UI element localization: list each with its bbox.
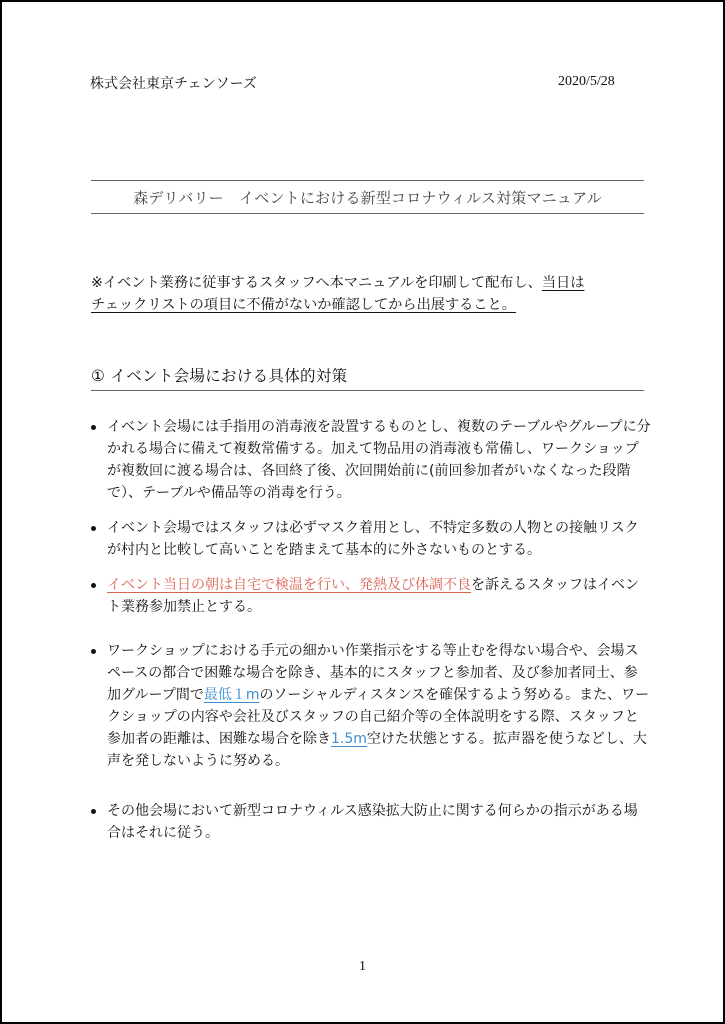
notice-text: ※イベント業務に従事するスタッフへ本マニュアルを印刷して配布し、 [91, 275, 542, 291]
temperature-check-highlight: イベント当日の朝は自宅で検温を行い、発熱及び体調不良 [107, 577, 471, 593]
list-item [91, 800, 651, 844]
title-top-rule [91, 180, 644, 181]
list-item-text: 空けた状態とする。拡声器を使うなどし、大声を発しないように努める。 [107, 731, 647, 769]
list-item [91, 574, 651, 618]
section-heading: ① イベント会場における具体的対策 [91, 367, 348, 385]
list-item-text: イベント会場には手指用の消毒液を設置するものとし、複数のテーブルやグループに分かれる場合に備えて複数常備する。加えて物品用の消毒液も常備し、ワークショップが複数回に渡る場合は、各回終了後、次回開始前に(前回参加者がいなくなった段階で）、テーブルや備品等の消毒を行う。 [107, 419, 651, 501]
staff-notice [91, 272, 651, 316]
section-rule [91, 390, 644, 391]
list-item-text: を訴えるスタッフはイベント業務参加禁止とする。 [107, 577, 639, 615]
list-item [91, 517, 651, 561]
title-bottom-rule [91, 213, 644, 214]
list-item [91, 416, 651, 504]
document-date: 2020/5/28 [558, 74, 615, 89]
staff-distance-highlight: 1.5m [331, 731, 367, 747]
list-item-text: ワークショップにおける手元の細かい作業指示をする等止むを得ない場合や、会場スペースの都合で困難な場合を除き、基本的にスタッフと参加者、及び参加者同士、参加グループ間で [107, 643, 639, 703]
minimum-distance-highlight: 最低１m [203, 687, 260, 703]
list-item-text: その他会場において新型コロナウィルス感染拡大防止に関する何らかの指示がある場合はそれに従う。 [107, 803, 638, 841]
document-title: 森デリバリー イベントにおける新型コロナウィルス対策マニュアル [133, 189, 602, 207]
list-item-text: イベント会場ではスタッフは必ずマスク着用とし、不特定多数の人物との接触リスクが村内と比較して高いことを踏まえて基本的に外さないものとする。 [107, 520, 639, 558]
company-name: 株式会社東京チェンソーズ [90, 76, 257, 92]
list-item [91, 640, 651, 772]
page-number: 1 [359, 959, 366, 974]
notice-underlined-text: 当日は [541, 275, 585, 291]
list-item-text: のソーシャルディスタンスを確保するよう努める。また、ワークショップの内容や会社及びスタッフの自己紹介等の全体説明をする際、スタッフと参加者の距離は、困難な場合を除き [107, 687, 650, 747]
notice-underlined-text-2: チェックリストの項目に不備がないか確認してから出展すること。 [91, 297, 516, 313]
